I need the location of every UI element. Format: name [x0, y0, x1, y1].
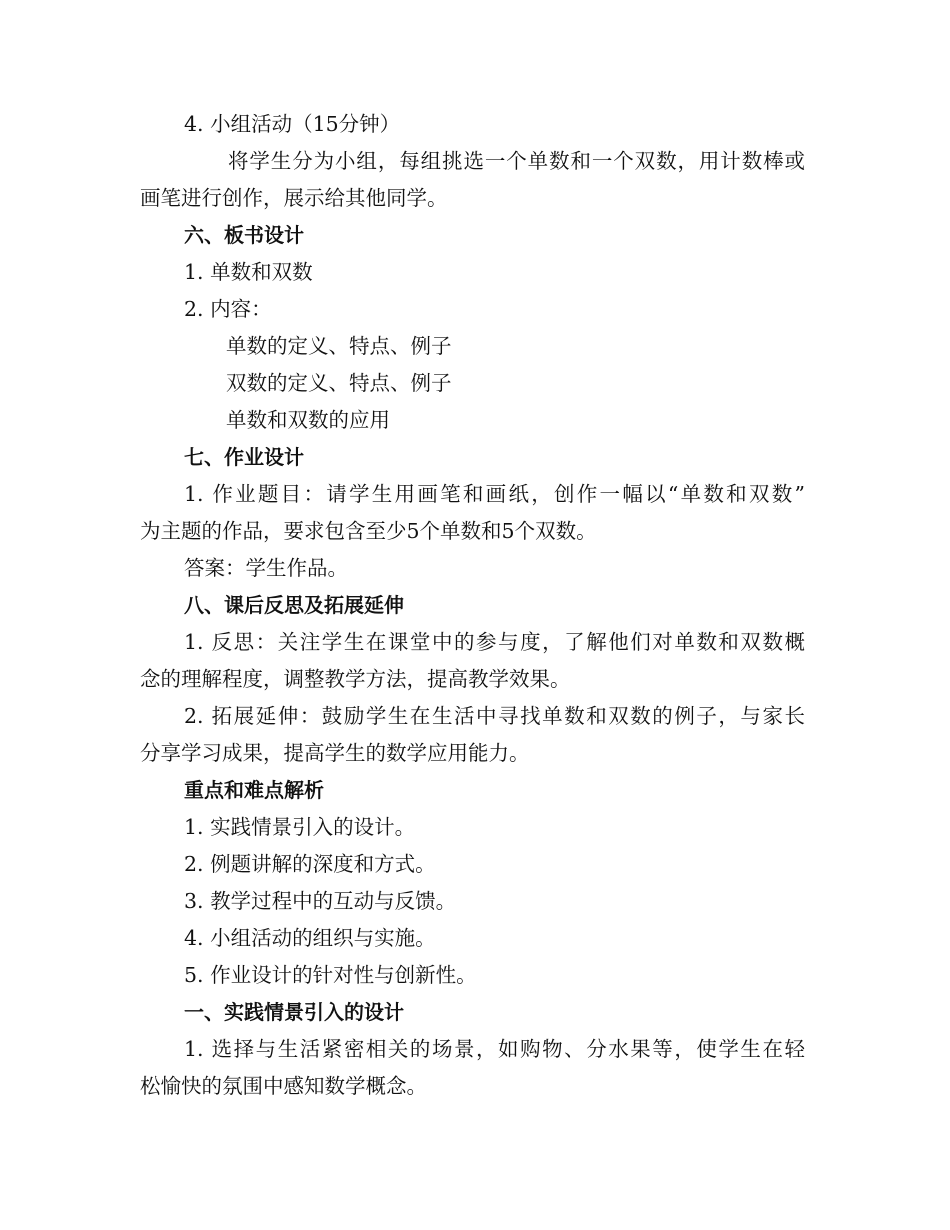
section-heading-reflection: 八、课后反思及拓展延伸 [184, 593, 404, 617]
list-item: 2. 内容： [184, 297, 272, 321]
section-heading-board-design: 六、板书设计 [184, 223, 304, 247]
section-heading-homework-design: 七、作业设计 [184, 445, 304, 469]
paragraph-line: 松愉快的氛围中感知数学概念。 [140, 1074, 427, 1098]
section-heading-scenario-design: 一、实践情景引入的设计 [184, 1000, 404, 1024]
list-item: 4. 小组活动的组织与实施。 [184, 926, 436, 950]
paragraph-line: 念的理解程度，调整教学方法，提高教学效果。 [140, 667, 571, 691]
sub-list-item: 单数的定义、特点、例子 [226, 334, 452, 358]
list-item: 5. 作业设计的针对性与创新性。 [184, 963, 477, 987]
list-item: 2. 例题讲解的深度和方式。 [184, 852, 436, 876]
document-body [140, 106, 805, 1105]
paragraph-line: 为主题的作品，要求包含至少5个单数和5个双数。 [140, 519, 597, 543]
paragraph-line: 1. 作业题目：请学生用画笔和画纸，创作一幅以“单数和双数” [184, 482, 805, 506]
sub-list-item: 双数的定义、特点、例子 [226, 371, 452, 395]
paragraph-line: 画笔进行创作，展示给其他同学。 [140, 186, 448, 210]
paragraph-line: 1. 选择与生活紧密相关的场景，如购物、分水果等，使学生在轻 [184, 1037, 805, 1061]
list-item: 1. 实践情景引入的设计。 [184, 815, 416, 839]
paragraph-line: 1. 反思：关注学生在课堂中的参与度，了解他们对单数和双数概 [184, 630, 805, 654]
paragraph-line: 2. 拓展延伸：鼓励学生在生活中寻找单数和双数的例子，与家长 [184, 704, 805, 728]
list-item-group-activity: 4. 小组活动（15分钟） [184, 112, 401, 136]
list-item: 3. 教学过程中的互动与反馈。 [184, 889, 457, 913]
list-item: 1. 单数和双数 [184, 260, 313, 284]
paragraph-line: 分享学习成果，提高学生的数学应用能力。 [140, 741, 530, 765]
paragraph-line: 将学生分为小组，每组挑选一个单数和一个双数，用计数棒或 [228, 149, 805, 173]
sub-list-item: 单数和双数的应用 [226, 408, 390, 432]
section-heading-key-points: 重点和难点解析 [184, 778, 324, 802]
paragraph-line: 答案：学生作品。 [184, 556, 348, 580]
